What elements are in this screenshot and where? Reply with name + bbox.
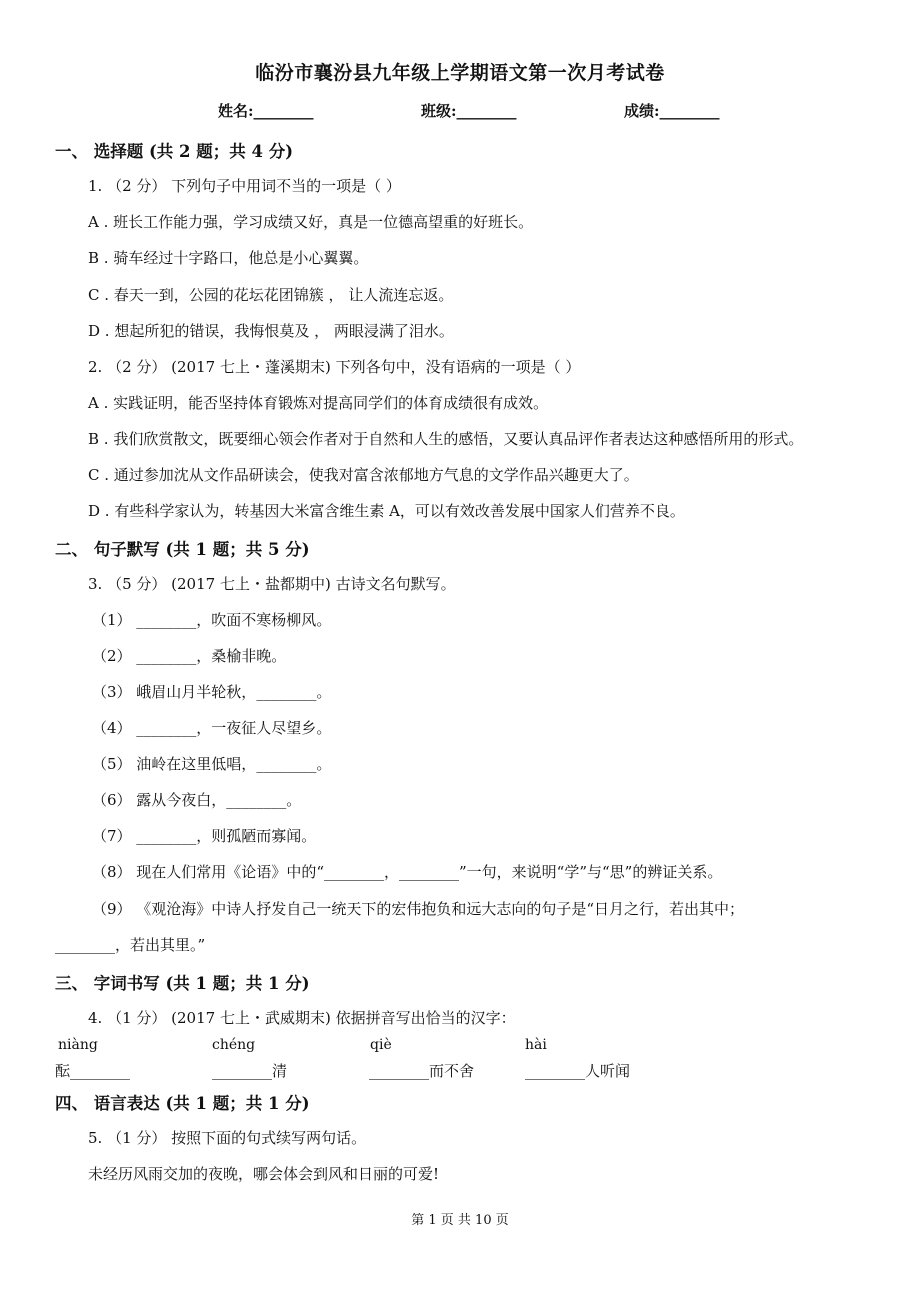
q3-item-9: （9） 《观沧海》中诗人抒发自己一统天下的宏伟抱负和远大志向的句子是“日月之行，若出其中； [92, 900, 744, 918]
q3-item-7: （7） ________，则孤陋而寡闻。 [92, 827, 317, 845]
question-2: 2. （2 分） (2017 七上・蓬溪期末) 下列各句中，没有语病的一项是（ ） [88, 358, 581, 376]
question-1: 1. （2 分） 下列句子中用词不当的一项是（ ） [88, 177, 401, 195]
section-heading-expression: 四、 语言表达 (共 1 题；共 1 分) [55, 1094, 310, 1113]
q2-option-d: D . 有些科学家认为，转基因大米富含维生素 A，可以有效改善发展中国家人们营养不良。 [88, 502, 685, 520]
section-heading-recitation: 二、 句子默写 (共 1 题；共 5 分) [55, 540, 310, 559]
q5-example-sentence: 未经历风雨交加的夜晚，哪会体会到风和日丽的可爱! [88, 1165, 440, 1183]
q2-option-b: B . 我们欣赏散文，既要细心领会作者对于自然和人生的感悟，又要认真品评作者表达这种感悟所用的形式。 [88, 430, 804, 448]
class-field: 班级:________ [421, 102, 517, 120]
q1-option-c: C . 春天一到，公园的花坛花团锦簇 ， 让人流连忘返。 [88, 286, 454, 304]
q1-option-a: A . 班长工作能力强，学习成绩又好，真是一位德高望重的好班长。 [88, 213, 534, 231]
question-5: 5. （1 分） 按照下面的句式续写两句话。 [88, 1129, 367, 1147]
q3-item-5: （5） 油岭在这里低唱，________。 [92, 755, 332, 773]
page-title: 临汾市襄汾县九年级上学期语文第一次月考试卷 [255, 62, 665, 84]
q1-option-b: B . 骑车经过十字路口，他总是小心翼翼。 [88, 249, 369, 267]
q3-item-9-continued: ________，若出其里。” [55, 936, 206, 954]
q3-item-3: （3） 峨眉山月半轮秋，________。 [92, 683, 332, 701]
question-4: 4. （1 分） (2017 七上・武威期末) 依据拼音写出恰当的汉字： [88, 1009, 516, 1027]
answer-blank-1: 酝________ [55, 1062, 131, 1080]
name-field: 姓名:________ [218, 102, 314, 120]
q2-option-c: C . 通过参加沈从文作品研读会，使我对富含浓郁地方气息的文学作品兴趣更大了。 [88, 466, 639, 484]
q3-item-8: （8） 现在人们常用《论语》中的“________，________”一句，来说明“学”与“思”的辨证关系。 [92, 863, 723, 881]
question-3: 3. （5 分） (2017 七上・盐都期中) 古诗文名句默写。 [88, 575, 456, 593]
answer-blank-3: ________而不舍 [369, 1062, 475, 1080]
q3-item-6: （6） 露从今夜白，________。 [92, 791, 302, 809]
pinyin-1: niàng [58, 1037, 98, 1053]
answer-blank-2: ________清 [212, 1062, 288, 1080]
q3-item-2: （2） ________，桑榆非晚。 [92, 647, 287, 665]
pinyin-3: qiè [370, 1037, 392, 1053]
q3-item-1: （1） ________，吹面不寒杨柳风。 [92, 611, 332, 629]
score-field: 成绩:________ [624, 102, 720, 120]
answer-blank-4: ________人听闻 [525, 1062, 631, 1080]
q2-option-a: A . 实践证明，能否坚持体育锻炼对提高同学们的体育成绩很有成效。 [88, 394, 549, 412]
page-footer: 第 1 页 共 10 页 [411, 1213, 509, 1228]
pinyin-2: chéng [212, 1037, 256, 1053]
pinyin-4: hài [525, 1037, 547, 1053]
q1-option-d: D . 想起所犯的错误，我悔恨莫及 ， 两眼浸满了泪水。 [88, 322, 454, 340]
q3-item-4: （4） ________，一夜征人尽望乡。 [92, 719, 332, 737]
section-heading-choice: 一、 选择题 (共 2 题；共 4 分) [55, 142, 294, 161]
section-heading-writing: 三、 字词书写 (共 1 题；共 1 分) [55, 974, 310, 993]
